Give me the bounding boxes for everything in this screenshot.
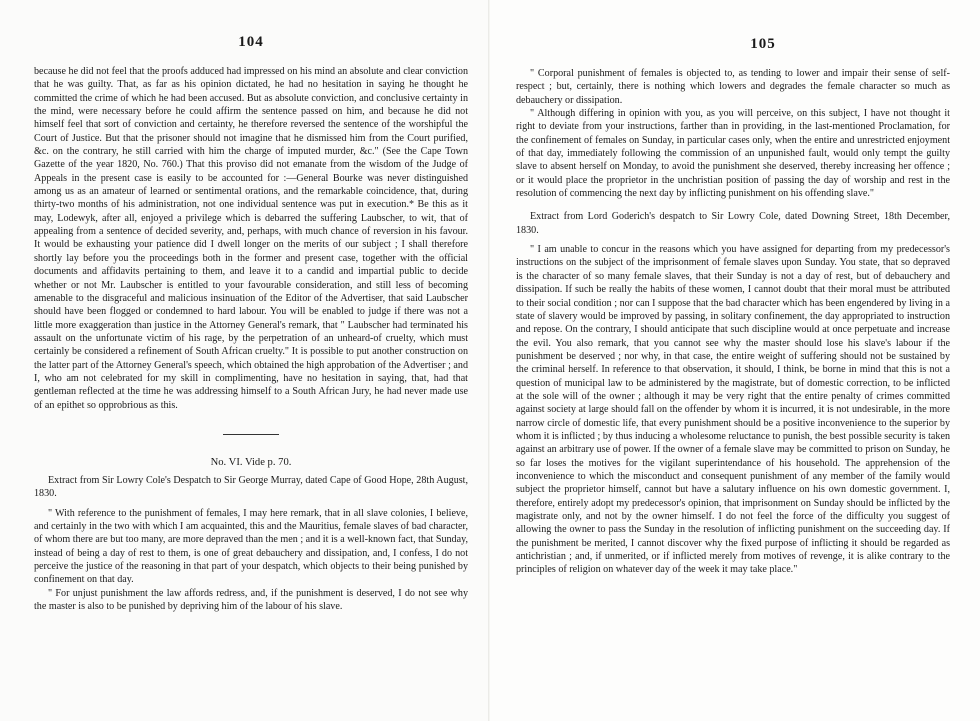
quote-paragraph: " Although differing in opinion with you, as you will perceive, on this subject, I have not thought it right to deviate from your instructions, farther than in providing, in the last-mentioned Proclamation, for the confinement of females on Sunday, in particular cases only, when the entire and unrestricted enjoyment of that day, immediately following the commission of an unpunished fault, would only tempt the guilty slave to absent herself on Monday, to avoid the punishment she deserved, thereby increasing her offence ; or it would place the proprietor in the unchristian position of passing the day of worship and rest in the resolution of commencing the next day by inflicting punishment on his offending slave."	[516, 108, 950, 200]
extract-heading: Extract from Lord Goderich's despatch to Sir Lowry Cole, dated Downing Street, 18th December, 1830.	[516, 211, 950, 236]
quote-paragraph: " I am unable to concur in the reasons which you have assigned for departing from my predecessor's instructions on the subject of the imprisonment of female slaves upon Sunday. You state, that so depraved is the character of so many female slaves, that their Sunday is not a day of rest, but of debauchery and dissipation. If such be really the habits of these women, I cannot doubt that their moral must be attributed to their social condition ; nor can I suppose that the bad character which has been engendered by living in a state of slavery would be improved by passing, in solitary confinement, the day appropriated to instruction and repose. On the contrary, I should anticipate that such discipline would at once perpetuate and increase the evil. You also remark, that you cannot see why the master should lose his slave's labour if the punishment be deserved ; nor why, in that case, the entire weight of suffering should not be sustained by the criminal herself. In reference to that observation, it should, I think, be borne in mind that this is not a question of municipal law to be administered by the magistrate, but of domestic correction, to be inflicted at the sole will of the owner ; although it may be very right that the entire penalty of crimes committed against society at large should fall on the offender by whom it is incurred, it is not undesirable, in the more narrow circle of domestic life, that every punishment should be a positive inconvenience to the superior by whom it is inflicted ; by thus inducing a wholesome reluctance to punish, the best possible security is taken against an arbitrary use of power. If the owner of a female slave may be committed to prison on Sunday, he so far loses the motives for the vigilant superintendance of his household. The apprehension of the inconvenience to which the misconduct and consequent punishment of any member of the family would subject the proprietor himself, cannot but have a salutary influence on his own domestic government. I, therefore, entirely adopt my predecessor's opinion, that imprisonment on Sunday should be inflicted by the magistrate only, and not by the owner himself. I do not feel the force of the difficulty you suggest of allowing the owner to pass the Sunday in the resolution of inflicting punishment on the succeeding day. If the punishment be merited, I cannot discover why the fixed purpose of inflicting it should be regarded as antichristian ; and, if unmerited, or if inflicted merely from motives of revenge, it is alike contrary to the principles of religion on whatever day of the week it may take place."	[516, 244, 950, 576]
page-number-left: 104	[238, 34, 264, 50]
quote-paragraph: " With reference to the punishment of females, I may here remark, that in all slave colonies, I believe, and certainly in the two with which I am acquainted, this and the Mauritius, female slaves of bad character, of whom there are but too many, are more depraved than the men ; and it is a well-known fact, that Sunday, instead of being a day of rest to them, is one of great debauchery and dissipation, and, I confess, I do not perceive the justice of the reasoning in that part of your despatch, which objects to their being punished by confinement on that day.	[34, 507, 468, 586]
quote-paragraph: " Corporal punishment of females is objected to, as tending to lower and impair their sense of self-respect ; but, certainly, there is nothing which lowers and degrades the female character so much as debauchery or dissipation.	[516, 68, 950, 106]
section-heading: No. VI. Vide p. 70.	[210, 456, 292, 468]
section-divider	[223, 434, 279, 435]
body-paragraph: because he did not feel that the proofs adduced had impressed on his mind an absolute and clear conviction that he was guilty. That, as far as his opinion dictated, he had no hesitation in saying he thought he committed the crime of which he had been accused. But as absolute conviction, and conclusive certainty in the mind, were necessary before he could affirm the sentence passed on him, and because he did not himself feel that sort of conviction and certainty, he therefore reversed the sentence of the worshipful the Court of Justice. But that the prisoner should not imagine that he dismissed him from the Court purified, &c. on the contrary, he still carried with him the charge of imputed murder, &c." (See the Cape Town Gazette of the year 1820, No. 760.) That this proviso did not emanate from the wisdom of the Judge of Appeals in the present case is easily to be accounted for :—General Bourke was never distinguished among us as an amateur of learned or sentimental orations, and the remarkable coincidence, that, during thirty-two months of his administration, not one individual sentence was put in execution.* Be this as it may, Lodewyk, after all, enjoyed a privilege which is debarred the suffering Laubscher, to wit, that of appealing from a sentence of decided severity, and, perhaps, with much chance of reversion in his favour. It would be exhausting your patience did I dwell longer on the merits of our subject ; I shall therefore shortly lay before you the proceedings both in the former and present case, together with the official documents and affidavits pertaining to them, and leave it to a candid and impartial public to decide whether or not Mr. Laubscher is entitled to your favourable consideration, and still less of becoming amenable to the disgraceful and malicious insinuation of the Editor of the Advertiser, that said Laubscher should have been flogged or condemned to hard labour. You will be enabled to judge if there was not a little more exaggeration than justice in the Attorney General's remark, that " Laubscher had terminated his assault on the unfortunate victim of his rage, by the perpetration of an unheard-of cruelty, which must certainly be considered a refinement of South African cruelty." It is possible to put another construction on the latter part of the Attorney General's speech, which obtained the high approbation of the Advertiser ; and I, who am not celebrated for my skill in complimenting, have no hesitation in saying, that, had that gentleman reflected at the time he was addressing himself to a South African Jury, he had never made use of an epithet so opprobrious as this.	[34, 66, 468, 411]
quote-paragraph: " For unjust punishment the law affords redress, and, if the punishment is deserved, I do not see why the master is also to be punished by depriving him of the labour of his slave.	[34, 587, 468, 613]
extract-heading: Extract from Sir Lowry Cole's Despatch to Sir George Murray, dated Cape of Good Hope, 28th August, 1830.	[34, 474, 468, 500]
page-number-right: 105	[750, 36, 776, 52]
right-page	[490, 0, 980, 721]
